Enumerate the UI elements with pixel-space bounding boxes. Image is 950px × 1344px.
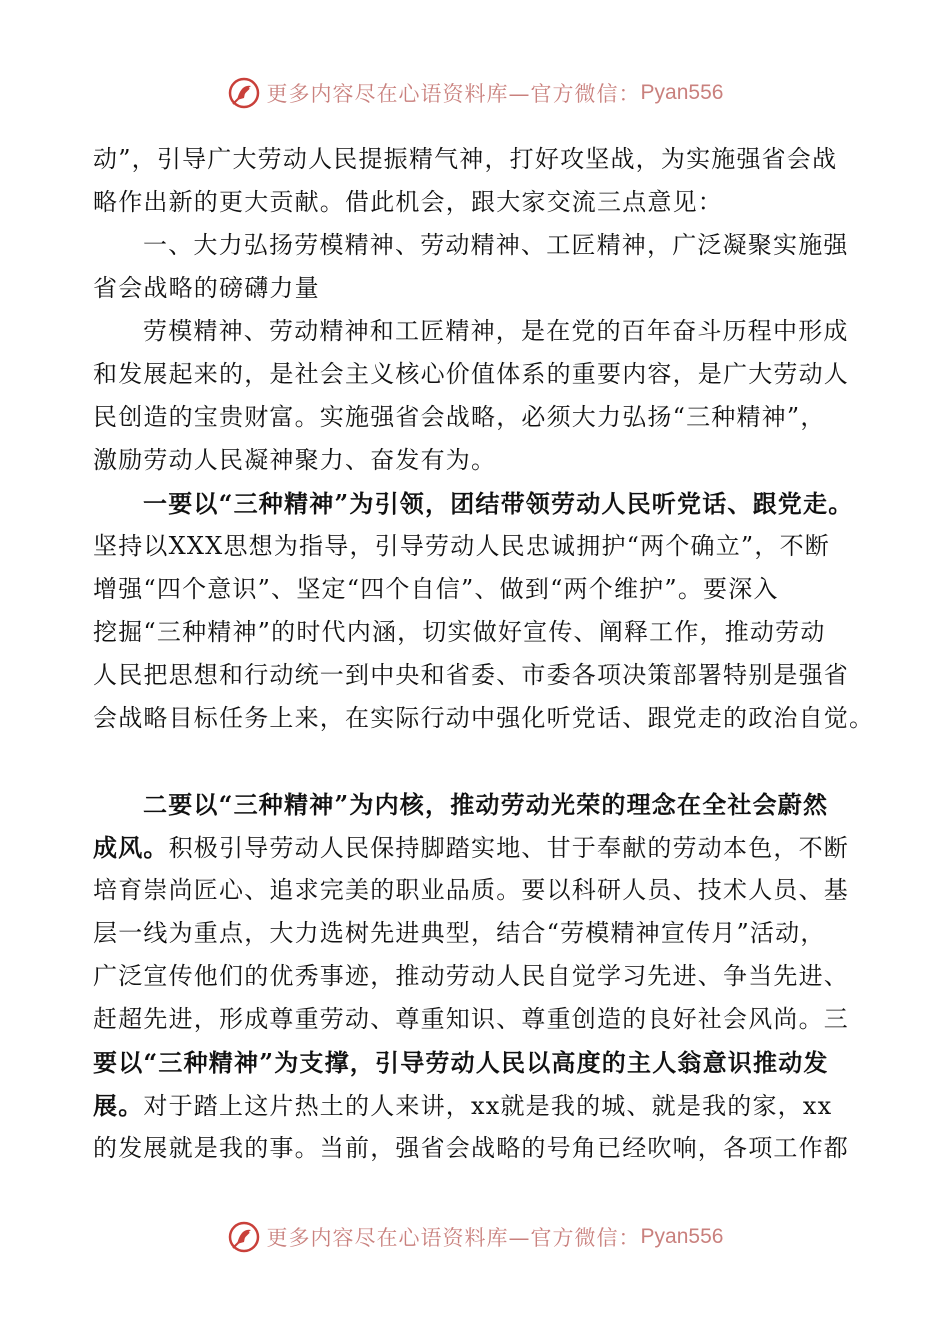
point-heading-end: 成风。 [93,833,169,862]
paragraph-gap [93,740,863,783]
text-line: 和发展起来的，是社会主义核心价值体系的重要内容，是广大劳动人 [93,360,849,388]
text-line [93,826,863,869]
text-line: 民创造的宝贵财富。实施强省会战略，必须大力弘扬“三种精神”， [93,403,826,431]
point-heading: 二要以“三种精神”为内核，推动劳动光荣的理念在全社会蔚然 [143,790,829,819]
text-line: 坚持以XXX思想为指导，引导劳动人民忠诚拥护“两个确立”，不断 [93,532,830,560]
text-line: 广泛宣传他们的优秀事迹，推动劳动人民自觉学习先进、争当先进、 [93,962,849,990]
text-line: 略作出新的更大贡献。借此机会，跟大家交流三点意见： [93,188,723,216]
text-line: 挖掘“三种精神”的时代内涵，切实做好宣传、阐释工作，推动劳动 [93,618,826,646]
text-line: 会战略目标任务上来，在实际行动中强化听党话、跟党走的政治自觉。 [93,704,875,732]
text-line: 人民把思想和行动统一到中央和省委、市委各项决策部署特别是强省 [93,661,849,689]
section-heading: 省会战略的磅礴力量 [93,274,320,302]
text-fragment: 积极引导劳动人民保持脚踏实地、甘于奉献的劳动本色，不断 [168,834,850,862]
watermark-wechat-id: Pyan556 [640,81,724,104]
point-heading: 要以“三种精神”为支撑，引导劳动人民以高度的主人翁意识推动发 [93,1048,829,1077]
text-line: 层一线为重点，大力选树先进典型，结合“劳模精神宣传月”活动， [93,919,826,947]
watermark-wechat-id: Pyan556 [640,1225,724,1248]
watermark-text: 更多内容尽在心语资料库—官方微信： [266,82,641,106]
text-line: 激励劳动人民凝神聚力、奋发有为。 [93,446,497,474]
text-line: 赶超先进，形成尊重劳动、尊重知识、尊重创造的良好社会风尚。三 [93,1005,849,1033]
point-heading-end: 展。 [93,1091,144,1120]
watermark-footer [0,1212,950,1262]
section-heading: 一、大力弘扬劳模精神、劳动精神、工匠精神，广泛凝聚实施强 [143,231,849,259]
watermark-text: 更多内容尽在心语资料库—官方微信： [266,1226,641,1250]
text-fragment: 对于踏上这片热土的人来讲，xx就是我的城、就是我的家，xx [143,1092,833,1120]
point-heading: 一要以“三种精神”为引领，团结带领劳动人民听党话、跟党走。 [143,489,854,518]
text-line: 的发展就是我的事。当前，强省会战略的号角已经吹响，各项工作都 [93,1134,849,1162]
watermark-logo-icon [227,1220,261,1254]
text-line: 劳模精神、劳动精神和工匠精神，是在党的百年奋斗历程中形成 [143,317,849,345]
watermark-logo-icon [227,76,261,110]
text-line: 增强“四个意识”、坚定“四个自信”、做到“两个维护”。要深入 [93,575,779,603]
watermark-header [0,68,950,118]
text-line: 动”，引导广大劳动人民提振精气神，打好攻坚战，为实施强省会战 [93,145,838,173]
document-body [93,138,875,1170]
text-line [93,1084,863,1127]
text-line: 培育崇尚匠心、追求完美的职业品质。要以科研人员、技术人员、基 [93,876,849,904]
